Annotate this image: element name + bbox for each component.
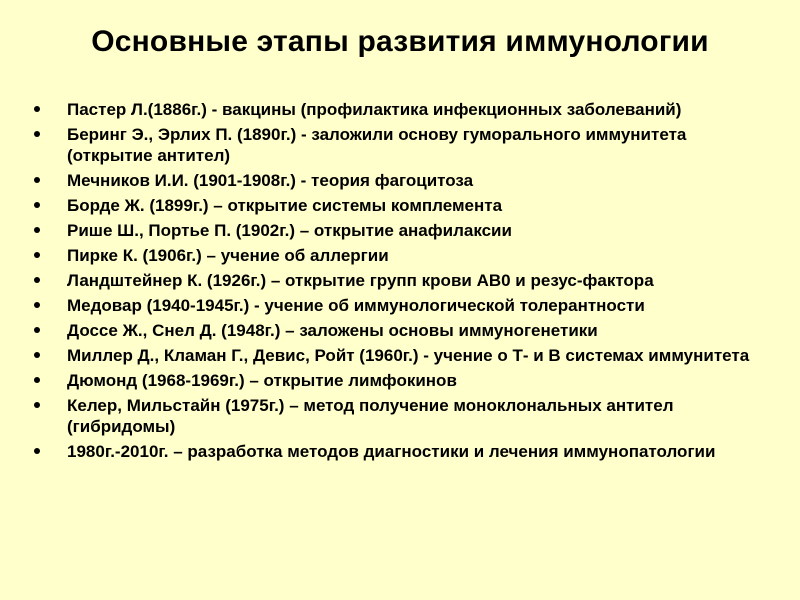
list-item-text: Дюмонд (1968-1969г.) – открытие лимфокинов (67, 371, 457, 390)
bullet-icon (34, 448, 40, 454)
list-item (30, 245, 775, 266)
list-item-text: Борде Ж. (1899г.) – открытие системы комплемента (67, 196, 503, 215)
list-item (30, 124, 775, 166)
list-item (30, 270, 775, 291)
list-item (30, 370, 775, 391)
list-item-text: Доссе Ж., Снел Д. (1948г.) – заложены основы иммуногенетики (67, 321, 598, 340)
list-item (30, 395, 775, 437)
list-item (30, 320, 775, 341)
bullet-icon (34, 252, 40, 258)
list-item (30, 441, 775, 462)
list-item-text: Медовар (1940-1945г.) - учение об иммунологической толерантности (67, 296, 645, 315)
bullet-list (30, 99, 775, 466)
bullet-icon (34, 177, 40, 183)
list-item (30, 99, 775, 120)
list-item-text: Ландштейнер К. (1926г.) – открытие групп крови АВ0 и резус-фактора (67, 271, 654, 290)
slide-title: Основные этапы развития иммунологии (91, 25, 709, 58)
bullet-icon (34, 402, 40, 408)
bullet-icon (34, 202, 40, 208)
bullet-icon (34, 302, 40, 308)
list-item-text: Пирке К. (1906г.) – учение об аллергии (67, 246, 389, 265)
bullet-icon (34, 352, 40, 358)
bullet-icon (34, 131, 40, 137)
list-item (30, 220, 775, 241)
list-item-text: Рише Ш., Портье П. (1902г.) – открытие анафилаксии (67, 221, 512, 240)
list-item-text: Келер, Мильстайн (1975г.) – метод получение моноклональных антител (гибридомы) (67, 396, 674, 436)
list-item-text: Миллер Д., Кламан Г., Девис, Ройт (1960г.) - учение о Т- и В системах иммунитета (67, 346, 750, 365)
list-item-text: Пастер Л.(1886г.) - вакцины (профилактика инфекционных заболеваний) (67, 100, 682, 119)
bullet-icon (34, 227, 40, 233)
list-item-text: Мечников И.И. (1901-1908г.) - теория фагоцитоза (67, 171, 474, 190)
list-item (30, 345, 775, 366)
bullet-icon (34, 327, 40, 333)
bullet-icon (34, 106, 40, 112)
list-item-text: Беринг Э., Эрлих П. (1890г.) - заложили основу гуморального иммунитета (открытие антител) (67, 125, 687, 165)
bullet-icon (34, 377, 40, 383)
bullet-icon (34, 277, 40, 283)
list-item (30, 195, 775, 216)
list-item (30, 295, 775, 316)
list-item (30, 170, 775, 191)
list-item-text: 1980г.-2010г. – разработка методов диагностики и лечения иммунопатологии (67, 442, 716, 461)
